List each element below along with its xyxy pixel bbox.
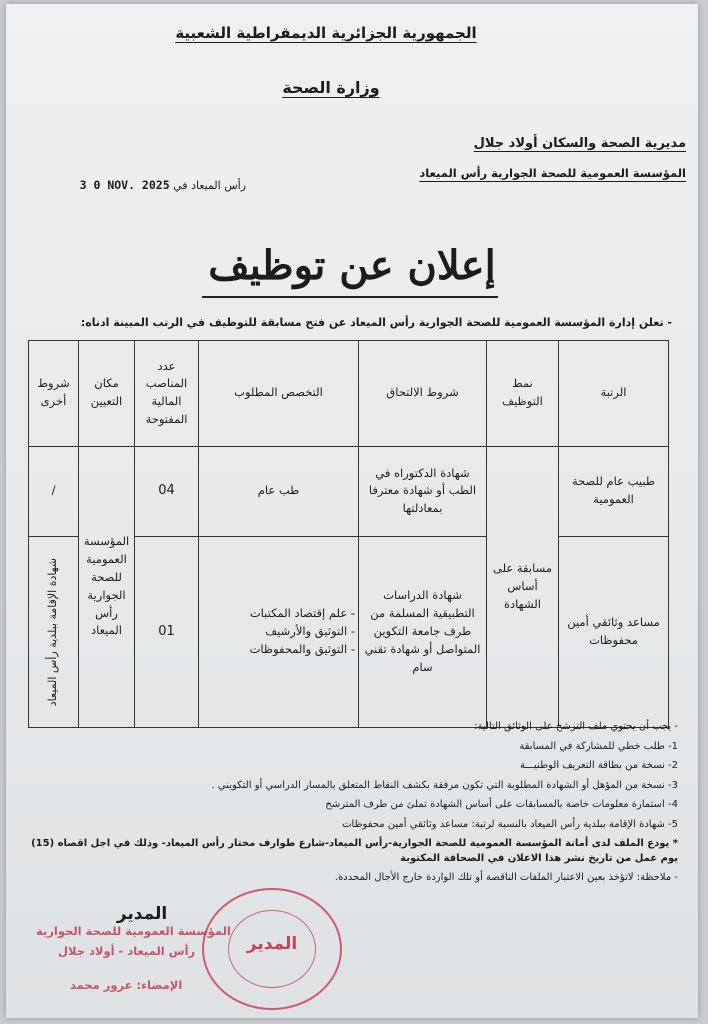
header-posts: عدد المناصب المالية المفتوحة <box>135 341 199 447</box>
documents-lead: - يجب أن يحتوي ملف الترشح على الوثائق التالية: <box>474 721 678 732</box>
row2-other-text: شهادة الإقامة ببلدية رأس الميعاد <box>46 557 60 707</box>
republic-heading: الجمهورية الجزائرية الديمقراطية الشعبية <box>175 24 477 42</box>
table-row <box>29 446 669 536</box>
row1-conditions: شهادة الدكتوراه في الطب أو شهادة معترفا بمعادلتها <box>359 446 487 536</box>
note-text: - ملاحظة: لاتؤخذ بعين الاعتبار الملفات الناقصة أو تلك الواردة خارج الأجال المحددة. <box>334 872 678 883</box>
appointment-location: المؤسسة العمومية للصحة الجوارية رأس الميعاد <box>79 446 135 727</box>
header-mode: نمط التوظيف <box>487 341 559 447</box>
recruitment-mode: مسابقة على أساس الشهادة <box>487 446 559 727</box>
header-specialty: التخصص المطلوب <box>199 341 359 447</box>
specialty-item: - التوثيق والمحفوظات <box>249 641 355 656</box>
date-value: 3 0 NOV. 2025 <box>79 178 170 192</box>
seal-line: رأس الميعاد - أولاد جلال <box>58 944 196 958</box>
announcement-page <box>6 4 698 1018</box>
intro-text: - تعلن إدارة المؤسسة العمومية للصحة الجوارية رأس الميعاد عن فتح مسابقة للتوظيف في الرتب المبينة ادناه: <box>80 316 672 329</box>
seal-line: المؤسسة العمومية للصحة الجوارية <box>36 924 231 938</box>
row1-grade: طبيب عام للصحة العمومية <box>559 446 669 536</box>
document-item: 4- استمارة معلومات خاصة بالمسابقات على أساس الشهادة تملئ من طرف المترشح <box>325 799 678 810</box>
document-item: 3- نسخة من المؤهل أو الشهادة المطلوبة التي تكون مرفقة بكشف النقاط المتعلق بالمسار الدراسي أو التكويني . <box>211 779 678 791</box>
seal-line: الإمضاء: عرور محمد <box>70 978 183 992</box>
specialty-item: - التوثيق والأرشيف <box>265 624 355 639</box>
row2-other <box>29 536 79 727</box>
table-header-row <box>29 341 669 447</box>
signature-title: المدير <box>116 904 168 924</box>
header-location: مكان التعيين <box>79 341 135 447</box>
ministry-heading: وزارة الصحة <box>282 78 380 97</box>
specialty-item: - علم إقتصاد المكتبات <box>249 606 355 621</box>
row2-grade: مساعد وثائقي أمين محفوظات <box>559 536 669 727</box>
document-item: 5- شهادة الإقامة ببلدية رأس الميعاد بالنسبة لرتبة: مساعد وثائقي أمين محفوظات <box>342 818 678 830</box>
title-underline <box>202 296 498 298</box>
page-title: إعلان عن توظيف <box>208 242 496 289</box>
row1-specialty: طب عام <box>199 446 359 536</box>
date-place: رأس الميعاد في <box>173 179 246 192</box>
document-item: 1- طلب خطي للمشاركة في المسابقة <box>519 740 678 752</box>
header-other: شروط أخرى <box>29 341 79 447</box>
positions-table <box>28 340 669 728</box>
row2-conditions: شهادة الدراسات التطبيقية المسلمة من طرف جامعة التكوين المتواصل أو شهادة تقني سام <box>359 536 487 727</box>
institution-heading: المؤسسة العمومية للصحة الجوارية رأس الميعاد <box>419 166 686 180</box>
row2-specialty <box>199 536 359 727</box>
deposit-instructions: * يودع الملف لدى أمانة المؤسسة العمومية للصحة الجوارية-رأس الميعاد-شارع طوارف مختار رأس الميعاد- وذلك في اجل اقصاه (15) يوم عمل من تاريخ نشر هذا الاعلان في الصحافة المكتوبة <box>31 838 678 864</box>
directorate-heading: مديرية الصحة والسكان أولاد جلال <box>473 136 686 151</box>
date-line <box>46 178 246 192</box>
documents-section <box>26 720 678 891</box>
document-item: 2- نسخة من بطاقة التعريف الوطنيـــة <box>520 760 678 771</box>
row1-posts: 04 <box>135 446 199 536</box>
header-conditions: شروط الالتحاق <box>359 341 487 447</box>
row2-posts: 01 <box>135 536 199 727</box>
header-grade: الرتبة <box>559 341 669 447</box>
round-stamp <box>202 888 342 1010</box>
row1-other: / <box>29 446 79 536</box>
stamp-text: المدير <box>246 934 298 954</box>
